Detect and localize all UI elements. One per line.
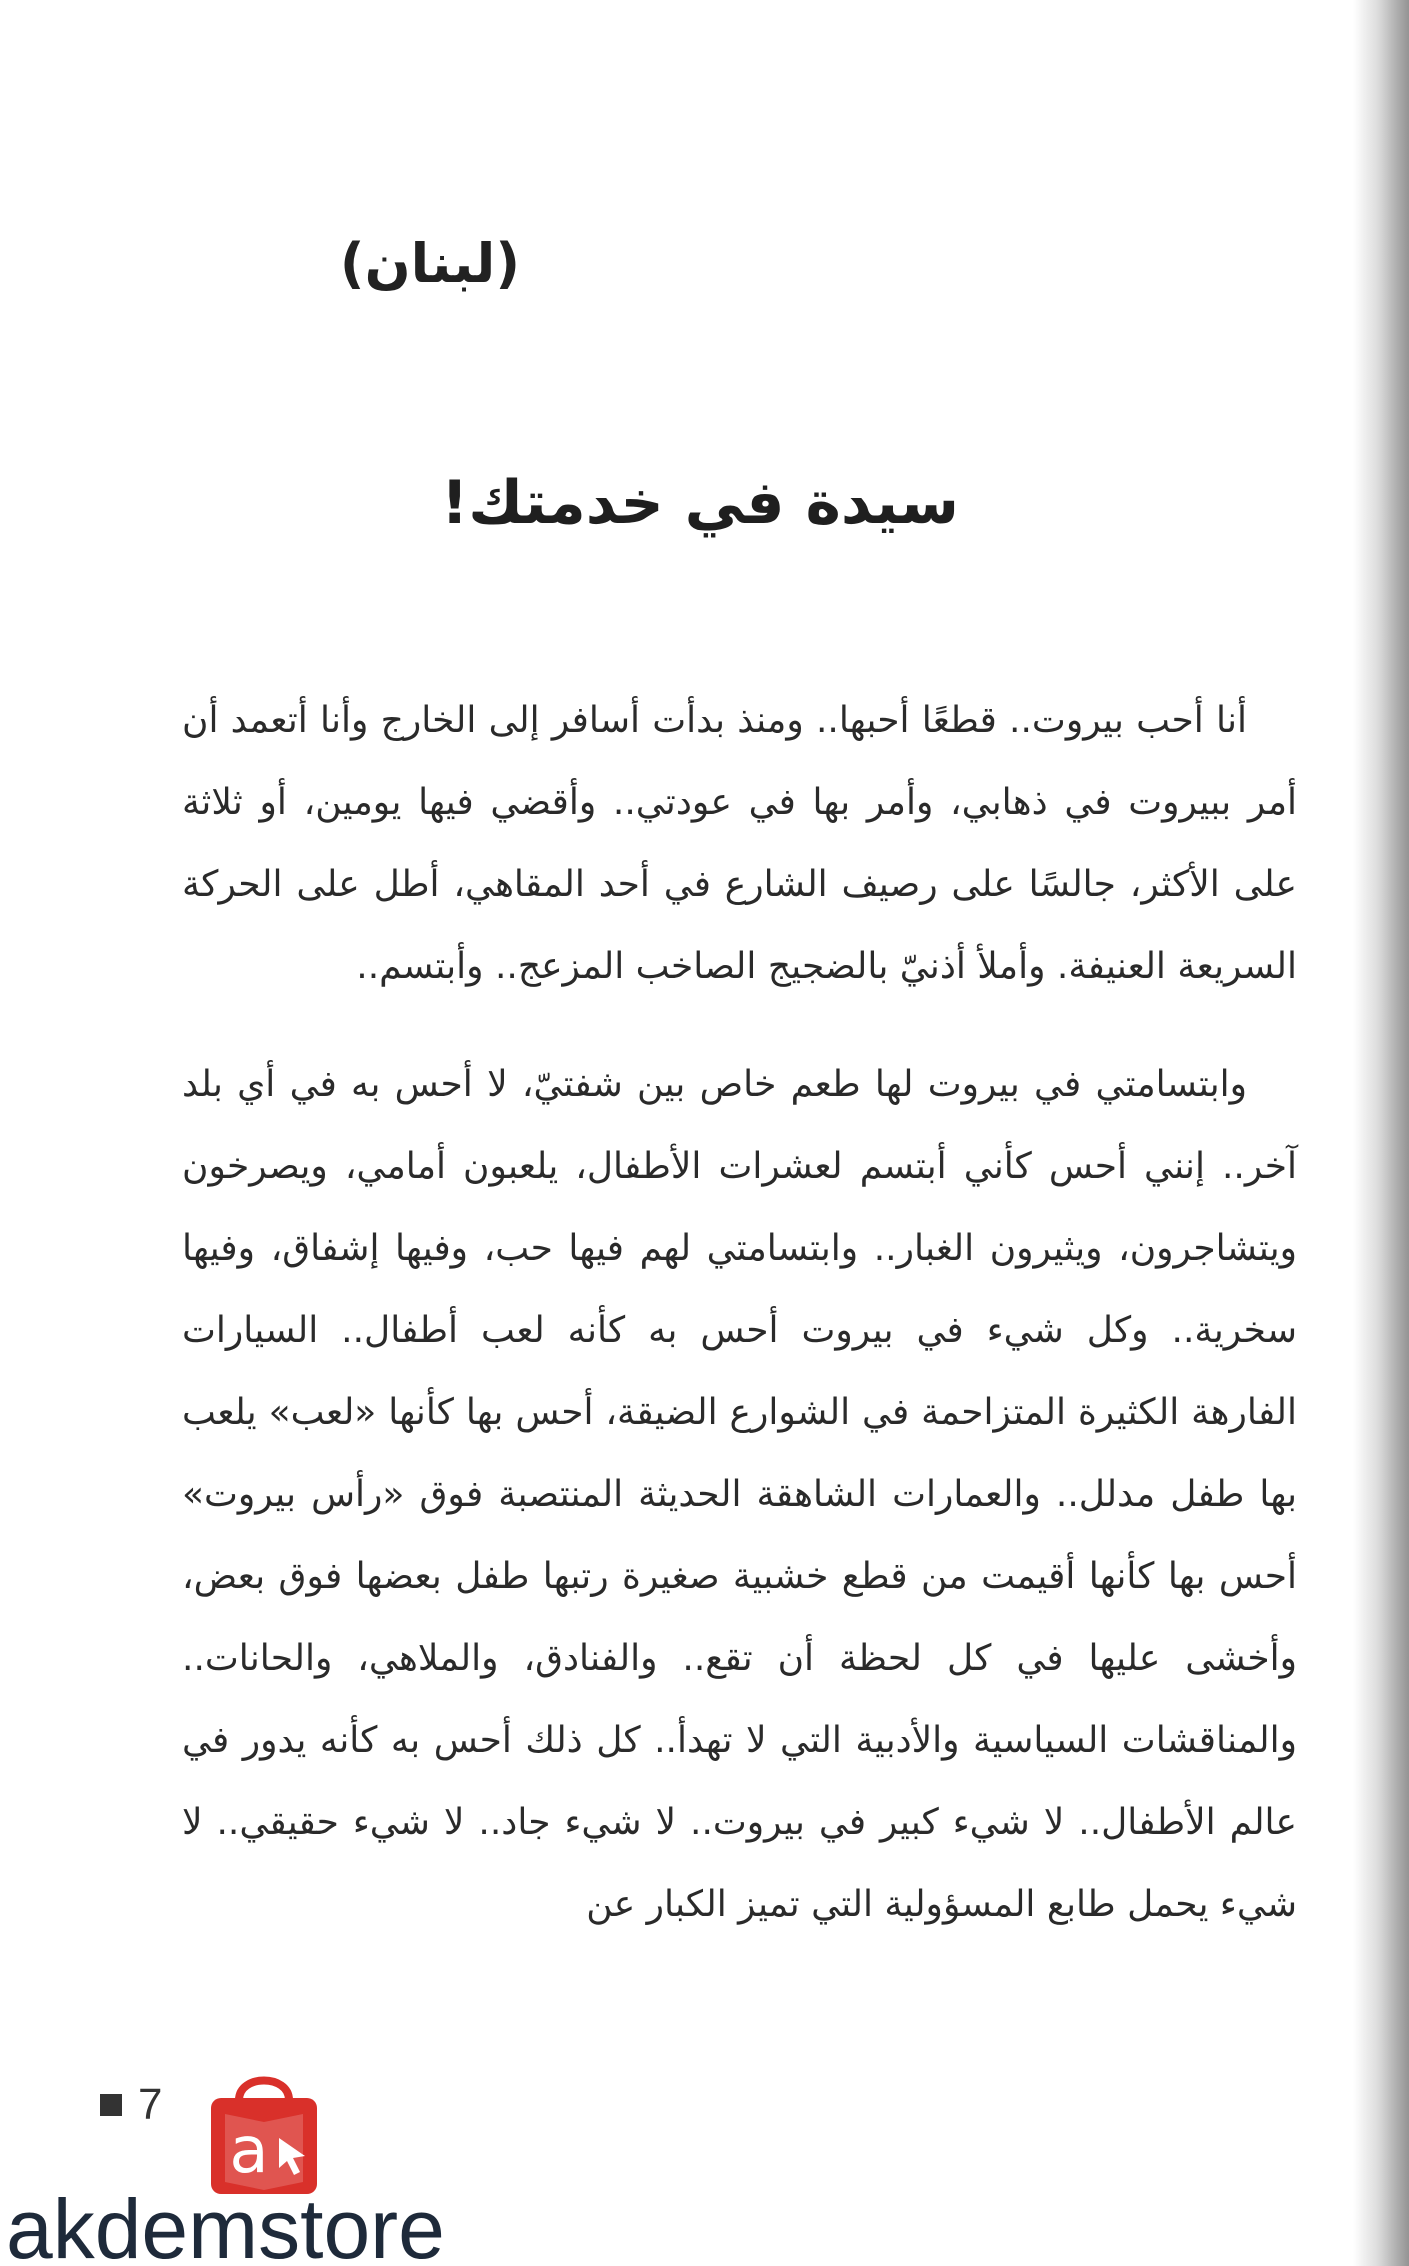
paragraph-2: وابتسامتي في بيروت لها طعم خاص بين شفتيّ، لا أحس به في أي بلد آخر.. إنني أحس كأني أبتسم لعشرات الأطفال، يلعبون أمامي، ويصرخون ويتشاجرون، ويثيرون الغبار.. وابتسامتي لهم فيها حب، وفيها إشفاق، وفيها سخرية.. وكل شيء في بيروت أحس به كأنه لعب أطفال.. السيارات الفارهة الكثيرة المتزاحمة في الشوارع الضيقة، أحس بها كأنها «لعب» يلعب بها طفل مدلل.. والعمارات الشاهقة الحديثة المنتصبة فوق «رأس بيروت» أحس بها كأنها أقيمت من قطع خشبية صغيرة رتبها طفل بعضها فوق بعض، وأخشى عليها في كل لحظة أن تقع.. والفنادق، والملاهي، والحانات.. والمناقشات السياسية والأدبية التي لا تهدأ.. كل ذلك أحس به كأنه يدور في عالم الأطفال.. لا شيء كبير في بيروت.. لا شيء جاد.. لا شيء حقيقي.. لا شيء يحمل طابع المسؤولية التي تميز الكبار عن bbox=[182, 1064, 1297, 1925]
brand-wordmark bbox=[0, 2180, 540, 2266]
brand-text: akdemstore bbox=[6, 2182, 445, 2266]
badge-letter: a bbox=[229, 2114, 269, 2188]
store-watermark bbox=[0, 2050, 560, 2266]
body-text bbox=[182, 680, 1297, 1982]
chapter-title: سيدة في خدمتك! bbox=[440, 468, 960, 538]
shopping-bag-book-icon bbox=[205, 2068, 323, 2198]
spine-shadow bbox=[1354, 0, 1409, 2266]
page-number-value: 7 bbox=[138, 2080, 163, 2129]
paragraph-1: أنا أحب بيروت.. قطعًا أحبها.. ومنذ بدأت أسافر إلى الخارج وأنا أتعمد أن أمر ببيروت في ذهابي، وأمر بها في عودتي.. وأقضي فيها يومين، أو ثلاثة على الأكثر، جالسًا على رصيف الشارع في أحد المقاهي، أطل على الحركة السريعة العنيفة. وأملأ أذنيّ بالضجيج الصاخب المزعج.. وأبتسم.. bbox=[182, 700, 1297, 987]
section-label: (لبنان) bbox=[339, 232, 520, 295]
